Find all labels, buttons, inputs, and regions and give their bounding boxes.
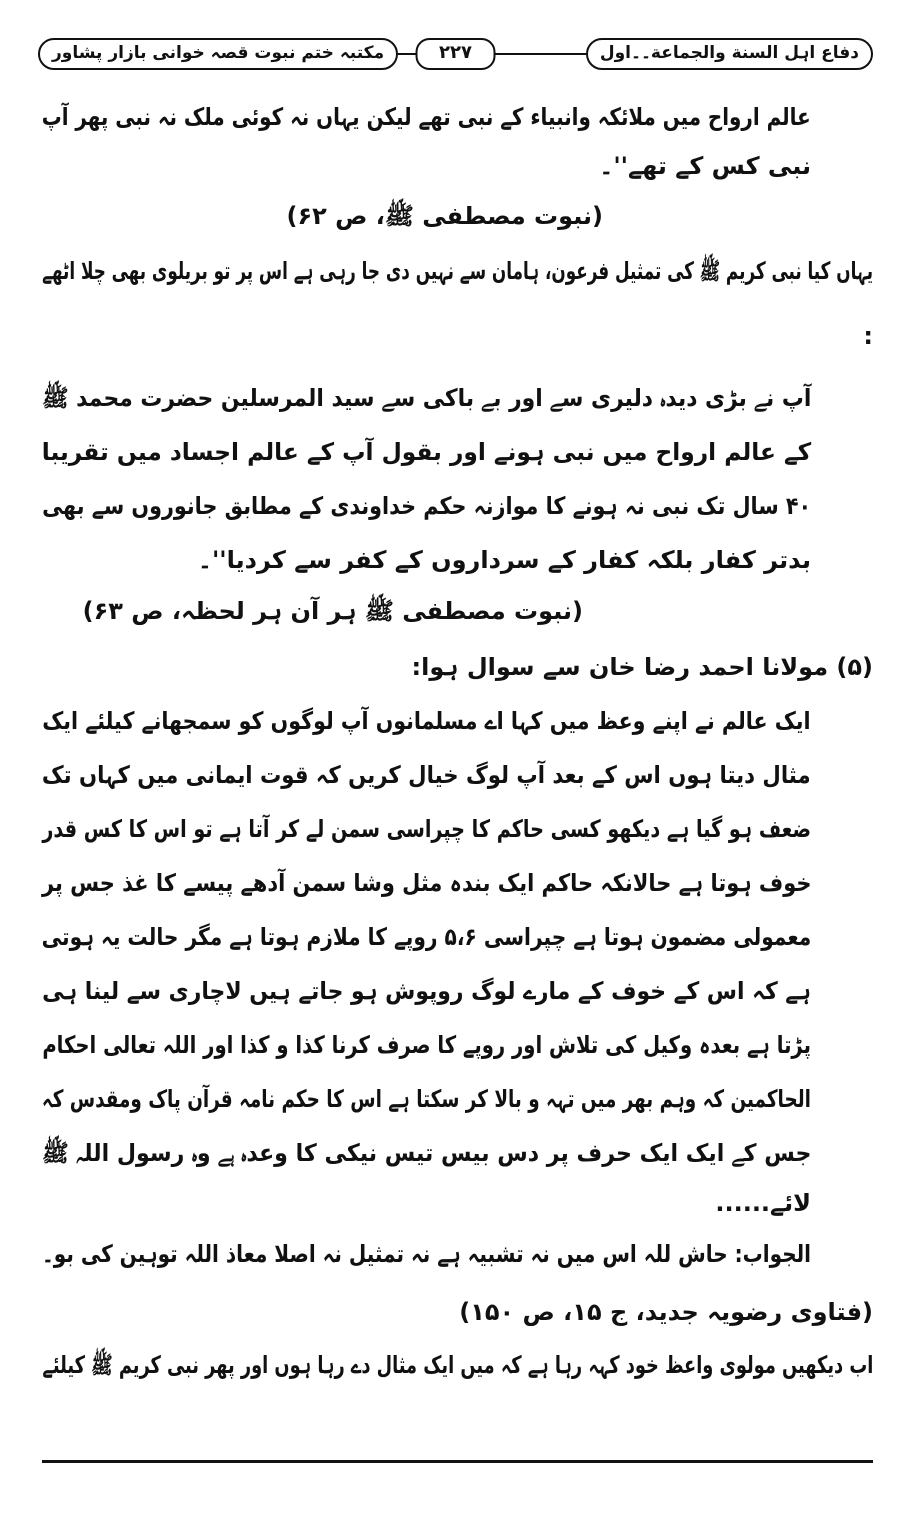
quote-line: ایک عالم نے اپنے وعظ میں کہا اے مسلمانوں آپ لوگوں کو سمجھانے کیلئے ایک (42, 707, 811, 735)
quote-line: ہے کہ اس کے خوف کے مارے لوگ روپوش ہو جاتے ہیں لاچاری سے لینا ہی (42, 977, 811, 1005)
answer-line: الجواب: حاش للہ اس میں نہ تشبیہ ہے نہ تمثیل نہ اصلا معاذ اللہ توہین کی بو۔ (42, 1240, 811, 1268)
text-line: اب دیکھیں مولوی واعظ خود کہہ رہا ہے کہ میں ایک مثال دے رہا ہوں اور پھر نبی کریم ﷺ کیلئے (42, 1351, 873, 1379)
page-number: ۲۲۷ (415, 38, 496, 70)
footer-rule (42, 1460, 873, 1463)
citation: (نبوت مصطفی ﷺ، ص ۶۲) (286, 202, 603, 230)
quote-line: کے عالم ارواح میں نبی ہونے اور بقول آپ کے عالم اجساد میں تقریبا (41, 438, 811, 466)
quote-line: جس کے ایک ایک حرف پر دس بیس تیس نیکی کا وعدہ ہے وہ رسول اللہ ﷺ (41, 1139, 811, 1167)
citation: (فتاوی رضویہ جدید، ج ۱۵، ص ۱۵۰) (459, 1298, 873, 1326)
quote-line: خوف ہوتا ہے حالانکہ حاکم ایک بندہ مثل وشا سمن آدھے پیسے کا غذ جس پر (41, 869, 811, 897)
quote-line: پڑتا ہے بعدہ وکیل کی تلاش اور روپے کا صرف کرنا کذا و کذا اور اللہ تعالی احکام (42, 1031, 811, 1059)
text-line: عالم ارواح میں ملائکہ وانبیاء کے نبی تھے لیکن یہاں نہ کوئی ملک نہ نبی پھر آپ (42, 103, 811, 131)
citation: (نبوت مصطفی ﷺ ہر آن ہر لحظہ، ص ۶۳) (82, 597, 583, 625)
text-line: یہاں کیا نبی کریم ﷺ کی تمثیل فرعون، ہامان سے نہیں دی جا رہی ہے اس پر تو بریلوی بھی چلا اٹھے (42, 257, 873, 285)
book-title: دفاع اہل السنة والجماعة۔۔اول (586, 38, 873, 70)
text-line: نبی کس کے تھے''۔ (599, 152, 811, 180)
quote-line: الحاکمین کہ وہم بھر میں تہہ و بالا کر سکتا ہے اس کا حکم نامہ قرآن پاک ومقدس کہ (41, 1085, 811, 1113)
section-heading: (۵) مولانا احمد رضا خان سے سوال ہوا: (411, 653, 873, 681)
quote-line: بدتر کفار بلکہ کفار کے سرداروں کے کفر سے کردیا''۔ (197, 546, 811, 574)
quote-line: ضعف ہو گیا ہے دیکھو کسی حاکم کا چپراسی سمن لے کر آتا ہے تو اس کا کس قدر (42, 815, 811, 843)
quote-line: معمولی مضمون ہوتا ہے چپراسی ۵،۶ روپے کا ملازم ہوتا ہے مگر حالت یہ ہوتی (41, 923, 811, 951)
page-header (38, 38, 873, 68)
quote-line: ۴۰ سال تک نبی نہ ہونے کا موازنہ حکم خداوندی کے مطابق جانوروں سے بھی (41, 492, 811, 520)
text-line: : (863, 322, 873, 350)
publisher-name: مکتبہ ختم نبوت قصہ خوانی بازار پشاور (38, 38, 398, 70)
quote-line: مثال دیتا ہوں اس کے بعد آپ لوگ خیال کریں کہ قوت ایمانی میں کہاں تک (42, 761, 811, 789)
quote-line: آپ نے بڑی دیدہ دلیری سے اور بے باکی سے سید المرسلین حضرت محمد ﷺ (41, 384, 811, 412)
quote-line: لائے...... (715, 1189, 811, 1217)
